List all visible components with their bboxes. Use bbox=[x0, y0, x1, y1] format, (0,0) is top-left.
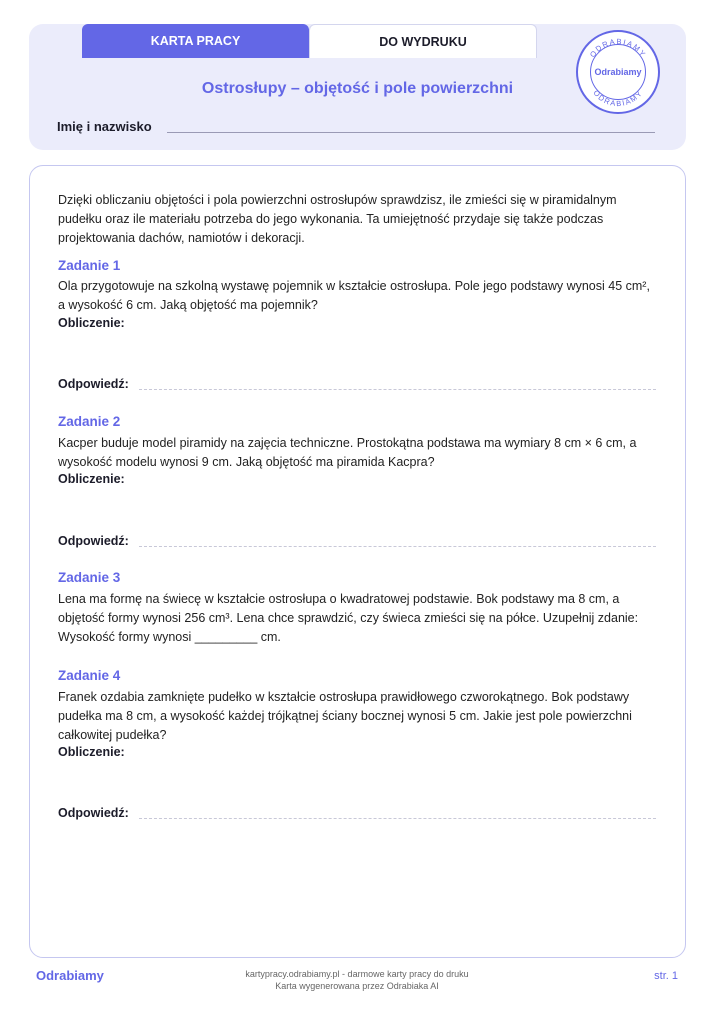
footer-generated-line: Karta wygenerowana przez Odrabiaka AI bbox=[275, 981, 439, 991]
stamp-center bbox=[590, 44, 646, 100]
task-4-title: Zadanie 4 bbox=[58, 668, 121, 683]
task-4-answer-label: Odpowiedź: bbox=[58, 806, 129, 820]
tab-print[interactable]: DO WYDRUKU bbox=[309, 24, 537, 58]
task-4-calculation-label: Obliczenie: bbox=[58, 745, 125, 759]
task-2-answer-line[interactable] bbox=[139, 546, 656, 547]
intro-paragraph: Dzięki obliczaniu objętości i pola powierzchni ostrosłupów sprawdzisz, ile zmieści się w piramidalnym pudełku oraz ile materiału potrzeba do jego wykonania. Ta umiejętność przydaje się także podczas projektowania dachów, namiotów i dekoracji. bbox=[58, 193, 617, 245]
task-1-calculation-label: Obliczenie: bbox=[58, 316, 125, 330]
footer-brand[interactable]: Odrabiamy bbox=[36, 968, 104, 983]
stamp-top-text: ODRABIAMY bbox=[587, 36, 649, 60]
task-3-text: Lena ma formę na świecę w kształcie ostrosłupa o kwadratowej podstawie. Bok podstawy ma 8 cm, a objętość formy wynosi 256 cm³. Lena chce sprawdzić, czy świeca zmieści się na półce. Uzupełnij zdanie: Wysokość formy wynosi _________ cm. bbox=[58, 592, 639, 644]
task-1-answer-line[interactable] bbox=[139, 389, 656, 390]
task-2-answer-label: Odpowiedź: bbox=[58, 534, 129, 548]
page-number: str. 1 bbox=[654, 970, 678, 982]
name-label: Imię i nazwisko bbox=[57, 119, 152, 134]
tab-worksheet[interactable]: KARTA PRACY bbox=[82, 24, 309, 58]
stamp-brand: Odrabiamy bbox=[594, 67, 642, 77]
task-2-text: Kacper buduje model piramidy na zajęcia techniczne. Prostokątna podstawa ma wymiary 8 cm × 6 cm, a wysokość modelu wynosi 9 cm. Jaką objętość ma piramida Kacpra? bbox=[58, 436, 637, 469]
footer-info bbox=[200, 968, 514, 992]
page-title: Ostrosłupy – objętość i pole powierzchni bbox=[201, 80, 514, 97]
task-1-answer-label: Odpowiedź: bbox=[58, 377, 129, 391]
footer-site-line[interactable]: kartypracy.odrabiamy.pl - darmowe karty pracy do druku bbox=[245, 969, 469, 979]
task-2-calculation-label: Obliczenie: bbox=[58, 472, 125, 486]
task-4-text: Franek ozdabia zamknięte pudełko w kształcie ostrosłupa prawidłowego czworokątnego. Bok podstawy pudełka ma 8 cm, a wysokość każdej trójkątnej ściany bocznej wynosi 5 cm. Jakie jest pole powierzchni całkowitej pudełka? bbox=[58, 690, 632, 742]
odrabiamy-stamp-logo bbox=[576, 30, 660, 114]
task-1-text: Ola przygotowuje na szkolną wystawę pojemnik w kształcie ostrosłupa. Pole jego podstawy wynosi 45 cm², a wysokość 6 cm. Jaką objętość ma pojemnik? bbox=[58, 279, 650, 312]
task-4-answer-line[interactable] bbox=[139, 818, 656, 819]
task-2-title: Zadanie 2 bbox=[58, 414, 121, 429]
task-1-title: Zadanie 1 bbox=[58, 258, 121, 273]
name-input-line[interactable] bbox=[167, 132, 655, 133]
task-3-title: Zadanie 3 bbox=[58, 570, 121, 585]
stamp-bottom-text: ODRABIAMY bbox=[591, 88, 645, 109]
